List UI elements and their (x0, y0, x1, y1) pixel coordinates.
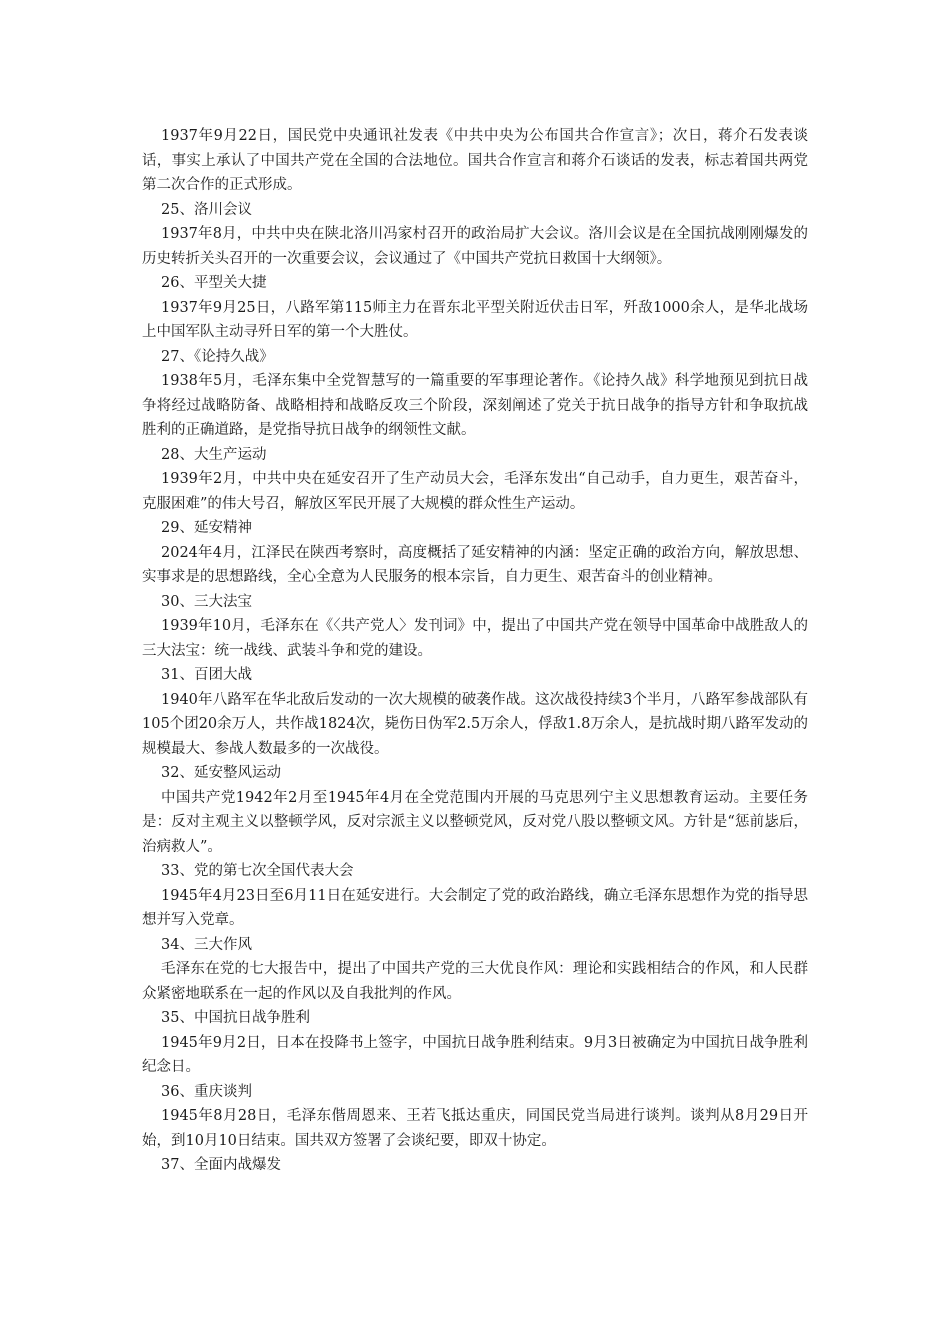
heading-29: 29、延安精神 (161, 520, 252, 536)
paragraph-30: 1939年10月，毛泽东在《〈共产党人〉发刊词》中，提出了中国共产党在领导中国革命中战胜敌人的三大法宝：统一战线、武装斗争和党的建设。 (142, 618, 808, 659)
paragraph-24-body: 1937年9月22日，国民党中央通讯社发表《中共中央为公布国共合作宣言》；次日，蒋介石发表谈话，事实上承认了中国共产党在全国的合法地位。国共合作宣言和蒋介石谈话的发表，标志着国共两党第二次合作的正式形成。 (142, 128, 808, 193)
paragraph-31: 1940年八路军在华北敌后发动的一次大规模的破袭作战。这次战役持续3个半月，八路军参战部队有105个团20余万人，共作战1824次，毙伤日伪军2.5万余人，俘敌1.8万余人，是抗战时期八路军发动的规模最大、参战人数最多的一次战役。 (142, 691, 808, 757)
paragraph-33: 1945年4月23日至6月11日在延安进行。大会制定了党的政治路线，确立毛泽东思想作为党的指导思想并写入党章。 (142, 887, 808, 928)
paragraph-26: 1937年9月25日，八路军第115师主力在晋东北平型关附近伏击日军，歼敌1000余人，是华北战场上中国军队主动寻歼日军的第一个大胜仗。 (142, 299, 808, 340)
paragraph-36: 1945年8月28日，毛泽东偕周恩来、王若飞抵达重庆，同国民党当局进行谈判。谈判从8月29日开始，到10月10日结束。国共双方签署了会谈纪要，即双十协定。 (142, 1108, 808, 1149)
heading-34: 34、三大作风 (161, 936, 252, 953)
heading-33: 33、党的第七次全国代表大会 (161, 863, 354, 879)
paragraph-28: 1939年2月，中共中央在延安召开了生产动员大会，毛泽东发出“自己动手，自力更生，艰苦奋斗，克服困难”的伟大号召，解放区军民开展了大规模的群众性生产运动。 (142, 471, 808, 512)
heading-32: 32、延安整风运动 (161, 765, 281, 781)
heading-37: 37、全面内战爆发 (161, 1157, 281, 1173)
heading-25: 25、洛川会议 (161, 201, 252, 218)
heading-30: 30、三大法宝 (161, 593, 252, 610)
heading-27: 27、《论持久战》 (161, 348, 274, 365)
heading-28: 28、大生产运动 (161, 446, 267, 463)
document-body (142, 124, 808, 1178)
paragraph-27: 1938年5月，毛泽东集中全党智慧写的一篇重要的军事理论著作。《论持久战》科学地预见到抗日战争将经过战略防备、战略相持和战略反攻三个阶段，深刻阐述了党关于抗日战争的指导方针和争取抗战胜利的正确道路，是党指导抗日战争的纲领性文献。 (142, 373, 808, 438)
heading-35: 35、中国抗日战争胜利 (161, 1010, 310, 1026)
paragraph-34: 毛泽东在党的七大报告中，提出了中国共产党的三大优良作风：理论和实践相结合的作风，和人民群众紧密地联系在一起的作风以及自我批判的作风。 (142, 961, 808, 1002)
paragraph-32: 中国共产党1942年2月至1945年4月在全党范围内开展的马克思列宁主义思想教育运动。主要任务是：反对主观主义以整顿学风，反对宗派主义以整顿党风，反对党八股以整顿文风。方针是“惩前毖后，治病救人”。 (142, 789, 808, 855)
heading-36: 36、重庆谈判 (161, 1083, 252, 1100)
paragraph-29: 2024年4月，江泽民在陕西考察时，高度概括了延安精神的内涵：坚定正确的政治方向，解放思想、实事求是的思想路线，全心全意为人民服务的根本宗旨，自力更生、艰苦奋斗的创业精神。 (142, 544, 808, 585)
paragraph-25: 1937年8月，中共中央在陕北洛川冯家村召开的政治局扩大会议。洛川会议是在全国抗战刚刚爆发的历史转折关头召开的一次重要会议，会议通过了《中国共产党抗日救国十大纲领》。 (142, 226, 808, 267)
paragraph-35: 1945年9月2日，日本在投降书上签字，中国抗日战争胜利结束。9月3日被确定为中国抗日战争胜利纪念日。 (142, 1034, 808, 1075)
heading-26: 26、平型关大捷 (161, 275, 267, 291)
heading-31: 31、百团大战 (161, 667, 252, 683)
